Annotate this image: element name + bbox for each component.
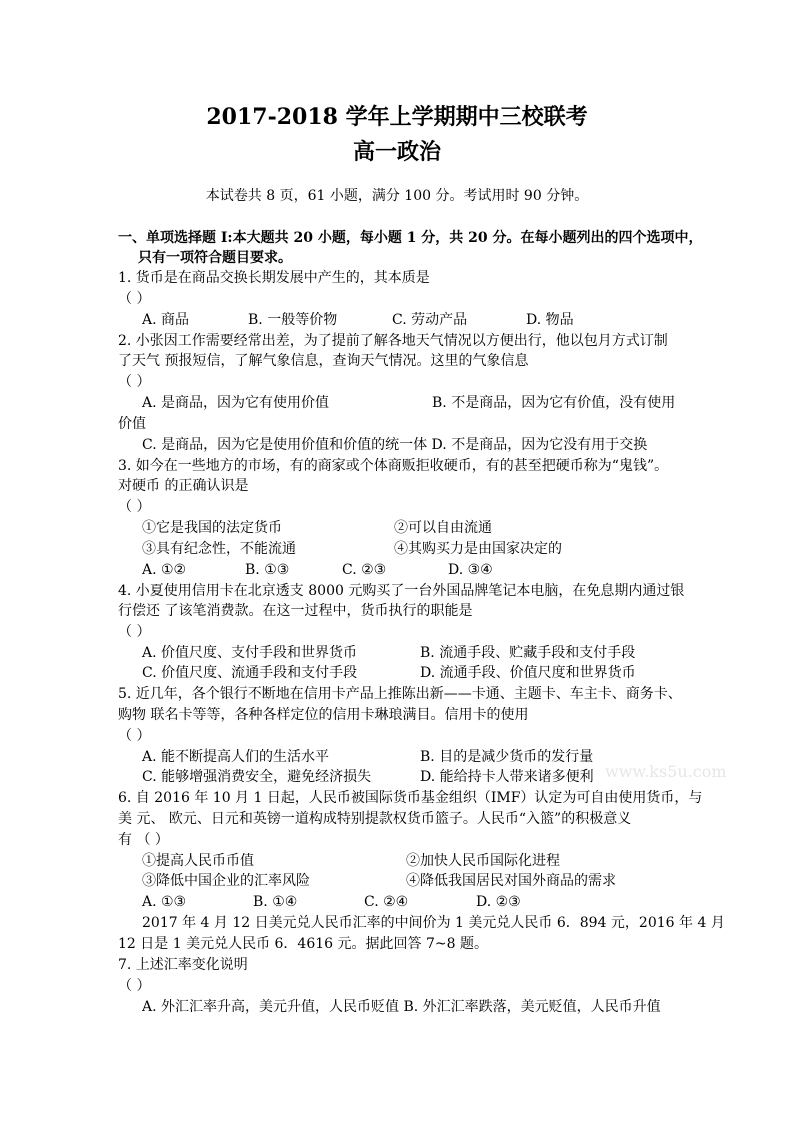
question-7-options-ab: A. 外汇汇率升高，美元升值，人民币贬值 B. 外汇汇率跌落，美元贬值，人民币升值 bbox=[142, 999, 661, 1015]
question-4-stem-line1: 4. 小夏使用信用卡在北京透支 8000 元购买了一台外国品牌笔记本电脑，在免息期内通过银 bbox=[118, 583, 685, 599]
question-3-option-d: D. ③④ bbox=[448, 562, 493, 578]
question-6-stem-line3: 有 （ ） bbox=[118, 832, 169, 848]
question-1-stem: 1. 货币是在商品交换长期发展中产生的，其本质是 bbox=[118, 270, 430, 286]
question-4-option-a: A. 价值尺度、支付手段和世界货币 bbox=[142, 645, 358, 661]
question-1-option-a: A. 商品 bbox=[142, 312, 190, 328]
question-3-statement-2: ②可以自由流通 bbox=[394, 520, 492, 536]
question-2-option-a: A. 是商品，因为它有使用价值 bbox=[142, 395, 330, 411]
question-5-stem-line2: 购物 联名卡等等，各种各样定位的信用卡琳琅满目。信用卡的使用 bbox=[118, 707, 529, 723]
question-7-blank: （ ） bbox=[118, 978, 151, 994]
question-1-blank: （ ） bbox=[118, 291, 151, 307]
question-6-stem-line2: 美 元、 欧元、日元和英镑一道构成特别提款权货币篮子。人民币“入篮”的积极意义 bbox=[118, 811, 632, 827]
question-2-stem-line2: 了天气 预报短信，了解气象信息，查询天气情况。这里的气象信息 bbox=[118, 353, 529, 369]
question-1-option-d: D. 物品 bbox=[526, 312, 574, 328]
question-5-option-d: D. 能给持卡人带来诸多便利 bbox=[420, 769, 594, 785]
question-3-statement-4: ④其购买力是由国家决定的 bbox=[394, 541, 562, 557]
question-4-option-c: C. 价值尺度、流通手段和支付手段 bbox=[142, 665, 358, 681]
question-6-statement-1: ①提高人民币币值 bbox=[142, 853, 254, 869]
question-4-option-d: D. 流通手段、价值尺度和世界货币 bbox=[420, 665, 636, 681]
question-6-option-a: A. ①③ bbox=[142, 894, 187, 910]
question-2-option-b: B. 不是商品，因为它有价值，没有使用 bbox=[432, 395, 676, 411]
question-2-option-cd: C. 是商品，因为它是使用价值和价值的统一体 D. 不是商品，因为它没有用于交换 bbox=[142, 437, 648, 453]
question-2-stem-line1: 2. 小张因工作需要经常出差，为了提前了解各地天气情况以方便出行，他以包月方式订制 bbox=[118, 333, 668, 349]
question-3-stem-line1: 3. 如今在一些地方的市场，有的商家或个体商贩拒收硬币，有的甚至把硬币称为“鬼钱”。 bbox=[118, 458, 669, 474]
exam-instructions: 本试卷共 8 页，61 小题，满分 100 分。考试用时 90 分钟。 bbox=[205, 188, 589, 204]
watermark: www.ks5u.com bbox=[605, 762, 727, 781]
question-5-blank: （ ） bbox=[118, 728, 151, 744]
question-3-statement-3: ③具有纪念性，不能流通 bbox=[142, 541, 296, 557]
question-5-option-a: A. 能不断提高人们的生活水平 bbox=[142, 749, 330, 765]
question-4-stem-line2: 行偿还 了该笔消费款。在这一过程中，货币执行的职能是 bbox=[118, 603, 473, 619]
question-1-option-c: C. 劳动产品 bbox=[392, 312, 468, 328]
question-4-option-b: B. 流通手段、贮藏手段和支付手段 bbox=[420, 645, 636, 661]
question-6-statement-2: ②加快人民币国际化进程 bbox=[406, 853, 560, 869]
section-heading-line1: 一、单项选择题 I:本大题共 20 小题，每小题 1 分，共 20 分。在每小题列出的四个选项中， bbox=[118, 230, 703, 246]
question-5-option-b: B. 目的是减少货币的发行量 bbox=[420, 749, 594, 765]
question-3-stem-line2: 对硬币 的正确认识是 bbox=[118, 478, 249, 494]
exam-title: 2017-2018 学年上学期期中三校联考 bbox=[206, 104, 588, 130]
question-3-blank: （ ） bbox=[118, 499, 151, 515]
material-line2: 12 日是 1 美元兑人民币 6．4616 元。据此回答 7~8 题。 bbox=[118, 936, 488, 952]
question-3-statement-1: ①它是我国的法定货币 bbox=[142, 520, 282, 536]
question-6-statement-3: ③降低中国企业的汇率风险 bbox=[142, 873, 310, 889]
question-6-statement-4: ④降低我国居民对国外商品的需求 bbox=[406, 873, 616, 889]
question-4-blank: （ ） bbox=[118, 624, 151, 640]
exam-subject: 高一政治 bbox=[352, 139, 441, 165]
material-line1: 2017 年 4 月 12 日美元兑人民币汇率的中间价为 1 美元兑人民币 6．894 元，2016 年 4 月 bbox=[142, 915, 725, 931]
question-6-option-b: B. ①④ bbox=[253, 894, 298, 910]
question-3-option-b: B. ①③ bbox=[245, 562, 290, 578]
question-3-option-a: A. ①② bbox=[142, 562, 187, 578]
question-5-option-c: C. 能够增强消费安全，避免经济损失 bbox=[142, 769, 372, 785]
question-7-stem: 7. 上述汇率变化说明 bbox=[118, 957, 248, 973]
question-2-blank: （ ） bbox=[118, 374, 151, 390]
question-6-option-c: C. ②④ bbox=[364, 894, 409, 910]
question-6-option-d: D. ②③ bbox=[476, 894, 521, 910]
question-1-option-b: B. 一般等价物 bbox=[248, 312, 338, 328]
question-2-option-b-cont: 价值 bbox=[118, 416, 146, 432]
question-5-stem-line1: 5. 近几年，各个银行不断地在信用卡产品上推陈出新——卡通、主题卡、车主卡、商务卡、 bbox=[118, 686, 682, 702]
question-6-stem-line1: 6. 自 2016 年 10 月 1 日起，人民币被国际货币基金组织（IMF）认定为可自由使用货币，与 bbox=[118, 790, 703, 806]
question-3-option-c: C. ②③ bbox=[342, 562, 387, 578]
section-heading-line2: 只有一项符合题目要求。 bbox=[138, 250, 292, 266]
